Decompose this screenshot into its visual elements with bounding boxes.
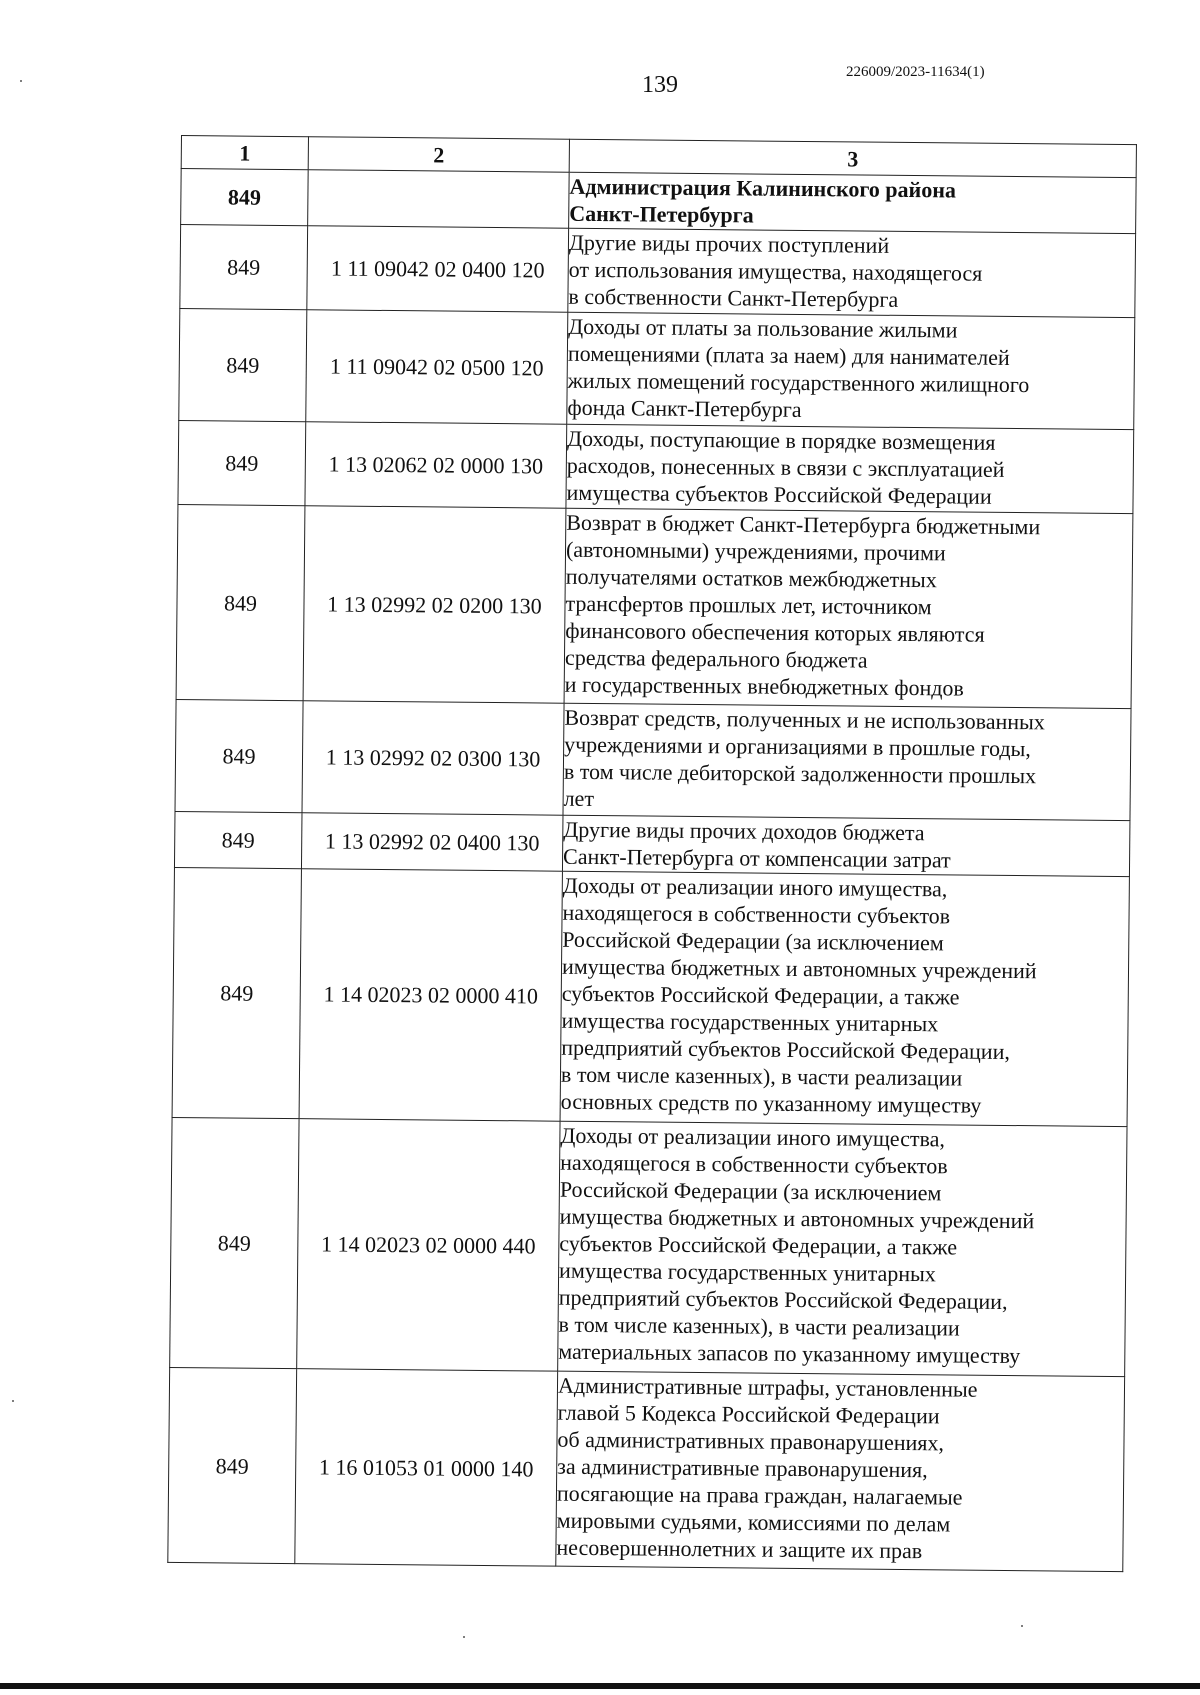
- revenue-description-text: Другие виды прочих поступлений от использования имущества, находящегося в собственности Санкт-Петербурга: [568, 230, 983, 313]
- scan-artifact: [1021, 1625, 1023, 1627]
- revenue-description: [569, 172, 1137, 234]
- revenue-description: [564, 508, 1133, 708]
- revenue-code: 1 16 01053 01 0000 140: [295, 1369, 558, 1566]
- revenue-description: [556, 1371, 1125, 1571]
- administrator-code: 849: [168, 1368, 297, 1564]
- administrator-code: 849: [175, 699, 303, 812]
- column-header-1: 1: [181, 136, 308, 170]
- administrator-code: 849: [178, 421, 306, 506]
- administrator-code: 849: [172, 868, 301, 1119]
- column-header-3: 3: [569, 139, 1136, 177]
- revenue-description-text: Администрация Калининского района Санкт-Петербурга: [569, 173, 957, 228]
- table-row: [180, 225, 1136, 318]
- revenue-code: 1 13 02992 02 0400 130: [301, 812, 563, 871]
- table-row: [175, 699, 1131, 820]
- administrator-code: 849: [179, 309, 307, 422]
- page-number: 139: [642, 72, 678, 98]
- revenue-description: [566, 424, 1134, 513]
- revenue-description-text: Доходы от реализации иного имущества, находящегося в собственности субъектов Российской Федерации (за исключением имущества бюджетных и автономных учреждений субъектов Российской Федерации, а также имущества государственных унитарных предприятий субъектов Российской Федерации, в том числе казенных), в части реализации материальных запасов по указанному имуществу: [558, 1122, 1035, 1369]
- administrator-code: 849: [180, 225, 308, 310]
- table-row: [179, 309, 1135, 430]
- table-row: [181, 169, 1136, 235]
- revenue-code: [308, 170, 570, 229]
- table-row: [174, 811, 1129, 877]
- revenue-description-text: Доходы от платы за пользование жилыми помещениями (плата за наем) для нанимателей жилых помещений государственного жилищного фонда Санкт-Петербурга: [567, 314, 1030, 423]
- revenue-description: [568, 229, 1136, 318]
- scan-edge-bar: [0, 1683, 1200, 1689]
- table-row: [176, 505, 1133, 709]
- revenue-description: [563, 703, 1131, 820]
- revenue-code: 1 13 02992 02 0200 130: [303, 506, 566, 703]
- revenue-code: 1 14 02023 02 0000 440: [297, 1119, 560, 1372]
- document-registration-number: 226009/2023-11634(1): [846, 64, 985, 80]
- scan-artifact: [463, 1636, 465, 1638]
- scan-artifact: [20, 80, 22, 82]
- revenue-code: 1 11 09042 02 0500 120: [306, 310, 568, 424]
- revenue-description-text: Возврат в бюджет Санкт-Петербурга бюджетными (автономными) учреждениями, прочими получателями остатков межбюджетных трансфертов прошлых лет, источником финансового обеспечения которых являются средства федерального бюджета и государственных внебюджетных фондов: [564, 509, 1041, 701]
- revenue-code: 1 13 02062 02 0000 130: [305, 422, 567, 509]
- administrator-code: 849: [170, 1118, 299, 1369]
- administrator-code: 849: [176, 505, 305, 701]
- administrator-code: 849: [174, 811, 302, 869]
- revenue-description-text: Доходы от реализации иного имущества, находящегося в собственности субъектов Российской Федерации (за исключением имущества бюджетных и автономных учреждений субъектов Российской Федерации, а также имущества государственных унитарных предприятий субъектов Российской Федерации, в том числе казенных), в части реализации основных средств по указанному имуществу: [560, 872, 1037, 1118]
- administrator-code: 849: [181, 169, 309, 227]
- revenue-codes-table: [167, 135, 1137, 1572]
- revenue-description: [560, 871, 1129, 1127]
- table-row: [170, 1118, 1127, 1377]
- revenue-code: 1 13 02992 02 0300 130: [302, 701, 564, 815]
- table-row: [172, 868, 1129, 1127]
- revenue-code: 1 14 02023 02 0000 410: [299, 869, 562, 1122]
- revenue-description: [562, 815, 1130, 877]
- revenue-description-text: Административные штрафы, установленные главой 5 Кодекса Российской Федерации об административных правонарушениях, за административные правонарушения, посягающие на права граждан, налагаемые мировыми судьями, комиссиями по делам несовершеннолетних и защите их прав: [556, 1372, 978, 1564]
- scan-artifact: [12, 1400, 14, 1402]
- revenue-description-text: Доходы, поступающие в порядке возмещения расходов, понесенных в связи с эксплуатацией имущества субъектов Российской Федерации: [566, 425, 1005, 509]
- revenue-description-text: Другие виды прочих доходов бюджета Санкт-Петербурга от компенсации затрат: [562, 816, 951, 873]
- column-header-2: 2: [308, 137, 569, 173]
- revenue-code: 1 11 09042 02 0400 120: [307, 226, 569, 313]
- revenue-codes-table-wrapper: [167, 135, 1136, 1572]
- revenue-description-text: Возврат средств, полученных и не использованных учреждениями и организациями в прошлые годы, в том числе дебиторской задолженности прошлых лет: [563, 704, 1046, 811]
- revenue-description: [567, 313, 1135, 430]
- revenue-description: [558, 1121, 1127, 1377]
- table-row: [168, 1368, 1125, 1572]
- table-row: [178, 421, 1134, 514]
